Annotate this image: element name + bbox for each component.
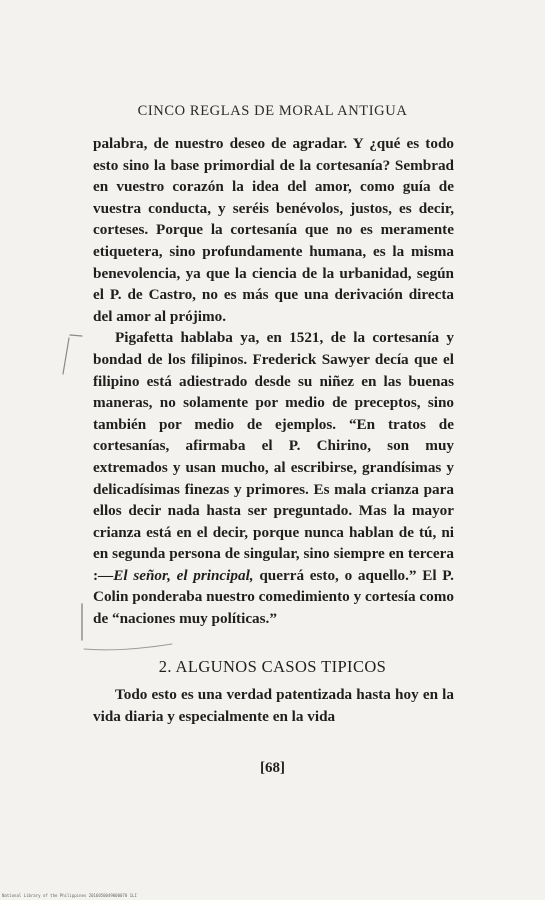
body-text-continued: [93, 684, 454, 727]
paragraph-2-text-b: querrá esto, o aquello.” El P. Colin ponderaba nuestro comedimiento y cortesía como de “naciones muy políticas.”: [93, 566, 454, 628]
paragraph-1: palabra, de nuestro deseo de agradar. Y ¿qué es todo esto sino la base primordial de la cortesanía? Sembrad en vuestro corazón la idea del amor, como guía de vuestra conducta, y seréis benévolos, justos, es decir, corteses. Porque la cortesanía que no es meramente etiquetera, sino profundamente humana, es la misma benevolencia, ya que la ciencia de la urbanidad, según el P. de Castro, no es más que una derivación directa del amor al prójimo.: [93, 135, 454, 325]
running-head: CINCO REGLAS DE MORAL ANTIGUA: [137, 103, 408, 119]
paragraph-2-text-a: Pigafetta hablaba ya, en 1521, de la cortesanía y bondad de los filipinos. Frederick Sawyer decía que el filipino está adiestrado desde su niñez en las buenas maneras, no solamente por medio de preceptos, sino también por medio de ejemplos. “En tratos de cortesanías, afirmaba el P. Chirino, son muy extremados y usan mucho, al escribirse, grandísimas y delicadísimas finezas y primores. Es mala crianza para ellos decir nada hasta ser preguntado. Mas la mayor crianza está en el decir, porque nunca hablan de tú, ni en segunda persona de singular, sino siempre en tercera :—: [93, 329, 454, 584]
body-text: [93, 133, 454, 630]
pencil-margin-mark-top: [58, 330, 88, 380]
section-title: 2. ALGUNOS CASOS TIPICOS: [158, 657, 387, 676]
pencil-margin-mark-bottom: [72, 600, 182, 660]
paragraph-2: [93, 327, 454, 629]
library-footer: National Library of the Philippines 2016050049000070 1LI: [2, 893, 137, 898]
paragraph-3: Todo esto es una verdad patentizada hasta hoy en la vida diaria y especialmente en la vida: [93, 686, 454, 725]
paragraph-2-italic-quote: El señor, el principal,: [113, 566, 254, 584]
page-number: [68]: [260, 760, 285, 776]
